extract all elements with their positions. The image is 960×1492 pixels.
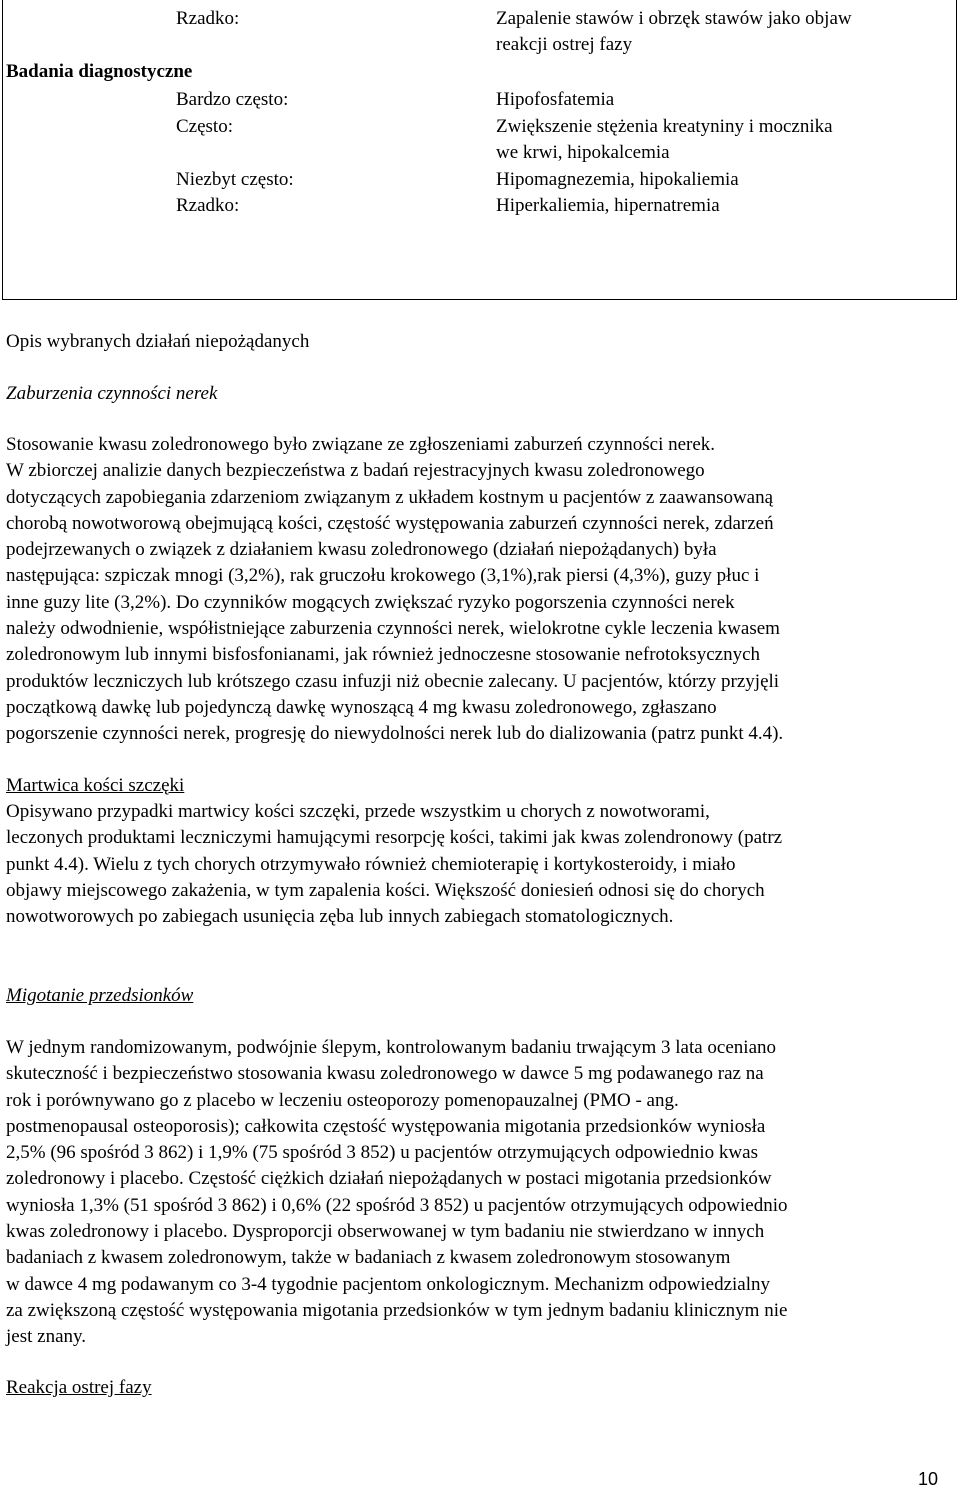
adverse-reactions-table (2, 0, 957, 300)
kidney-paragraph (6, 432, 936, 748)
text-line: dotyczących zapobiegania zdarzeniom związanym z układem kostnym u pacjentów z zaawansowaną (6, 486, 774, 508)
table-value-line: we krwi, hipokalcemia (496, 142, 670, 163)
table-value-line: Hipofosfatemia (496, 89, 615, 110)
table-value-line: Zwiększenie stężenia kreatyniny i mocznika (496, 116, 833, 137)
text-line: zoledronowym lub innymi bisfosfonianami, jak również jednoczesne stosowanie nefrotoksycznych (6, 644, 760, 666)
subheading-jaw: Martwica kości szczęki (6, 775, 185, 796)
table-value-line: Hipomagnezemia, hipokaliemia (496, 169, 739, 190)
text-line: inne guzy lite (3,2%). Do czynników mogących zwiększać ryzyko pogorszenia czynności nerek (6, 591, 735, 613)
text-line: chorobą nowotworową obejmującą kości, częstość występowania zaburzeń czynności nerek, zdarzeń (6, 512, 774, 534)
table-label: Często: (176, 116, 233, 137)
text-line: początkową dawkę lub pojedynczą dawkę wynoszącą 4 mg kwasu zoledronowego, zgłaszano (6, 696, 717, 718)
text-line: 2,5% (96 spośród 3 862) i 1,9% (75 spośród 3 852) u pacjentów otrzymujących odpowiednio kwas (6, 1142, 758, 1164)
text-line: kwas zoledronowy i placebo. Dysproporcji obserwowanej w tym badaniu nie stwierdzano w innych (6, 1221, 765, 1243)
text-line: Opisywano przypadki martwicy kości szczęki, przede wszystkim u chorych z nowotworami, (6, 801, 710, 822)
subheading-kidney: Zaburzenia czynności nerek (6, 383, 218, 404)
table-label: Niezbyt często: (176, 169, 294, 190)
subheading-acute-phase: Reakcja ostrej fazy (6, 1377, 152, 1398)
table-value-line: Hiperkaliemia, hipernatremia (496, 195, 720, 216)
table-value-line: reakcji ostrej fazy (496, 34, 633, 55)
text-line: nowotworowych po zabiegach usunięcia zęba lub innych zabiegach stomatologicznych. (6, 906, 674, 928)
table-section-header: Badania diagnostyczne (6, 61, 193, 82)
text-line: następująca: szpiczak mnogi (3,2%), rak gruczołu krokowego (3,1%),rak piersi (4,3%), guzy płuc i (6, 565, 760, 587)
text-line: pogorszenie czynności nerek, progresję do niewydolności nerek lub do dializowania (patrz punkt 4.4). (6, 723, 784, 745)
subheading-atrial-fibrillation: Migotanie przedsionków (6, 985, 194, 1006)
text-line: skuteczność i bezpieczeństwo stosowania kwasu zoledronowego w dawce 5 mg podawanego raz na (6, 1063, 764, 1085)
jaw-paragraph (6, 799, 936, 930)
text-line: W jednym randomizowanym, podwójnie ślepym, kontrolowanym badaniu trwającym 3 lata oceniano (6, 1037, 777, 1058)
text-line: wyniosła 1,3% (51 spośród 3 862) i 0,6% (22 spośród 3 852) u pacjentów otrzymujących odpowiednio (6, 1194, 788, 1216)
text-line: podejrzewanych o związek z działaniem kwasu zoledronowego (działań niepożądanych) była (6, 539, 717, 561)
section-heading: Opis wybranych działań niepożądanych (6, 331, 310, 352)
text-line: punkt 4.4). Wielu z tych chorych otrzymywało również chemioterapię i kortykosteroidy, i miało (6, 853, 736, 875)
text-line: za zwiększoną częstość występowania migotania przedsionków w tym jednym badaniu klinicznym nie (6, 1299, 788, 1321)
af-paragraph (6, 1035, 936, 1351)
table-label: Rzadko: (176, 195, 240, 216)
table-label: Bardzo często: (176, 89, 289, 110)
text-line: Stosowanie kwasu zoledronowego było związane ze zgłoszeniami zaburzeń czynności nerek. (6, 434, 716, 455)
text-line: zoledronowy i placebo. Częstość ciężkich działań niepożądanych w postaci migotania przedsionków (6, 1168, 772, 1190)
text-line: postmenopausal osteoporosis); całkowita częstość występowania migotania przedsionków wyniosła (6, 1115, 766, 1137)
text-line: leczonych produktami leczniczymi hamującymi resorpcję kości, takimi jak kwas zolendronowy (patrz (6, 827, 783, 849)
text-line: W zbiorczej analizie danych bezpieczeństwa z badań rejestracyjnych kwasu zoledronowego (6, 460, 705, 482)
text-line: jest znany. (6, 1326, 87, 1348)
text-line: produktów leczniczych lub krótszego czasu infuzji niż obecnie zalecany. U pacjentów, którzy przyjęli (6, 670, 780, 692)
page-number: 10 (917, 1469, 938, 1489)
text-line: badaniach z kwasem zoledronowym, także w badaniach z kwasem zoledronowym stosowanym (6, 1247, 731, 1269)
text-line: w dawce 4 mg podawanym co 3-4 tygodnie pacjentom onkologicznym. Mechanizm odpowiedzialny (6, 1273, 771, 1295)
table-value-line: Zapalenie stawów i obrzęk stawów jako objaw (496, 8, 852, 29)
text-line: należy odwodnienie, współistniejące zaburzenia czynności nerek, wielokrotne cykle leczenia kwasem (6, 618, 780, 640)
text-line: rok i porównywano go z placebo w leczeniu osteoporozy pomenopauzalnej (PMO - ang. (6, 1089, 679, 1111)
table-label-rzadko: Rzadko: (176, 8, 240, 29)
text-line: objawy miejscowego zakażenia, w tym zapalenia kości. Większość doniesień odnosi się do chorych (6, 879, 765, 901)
